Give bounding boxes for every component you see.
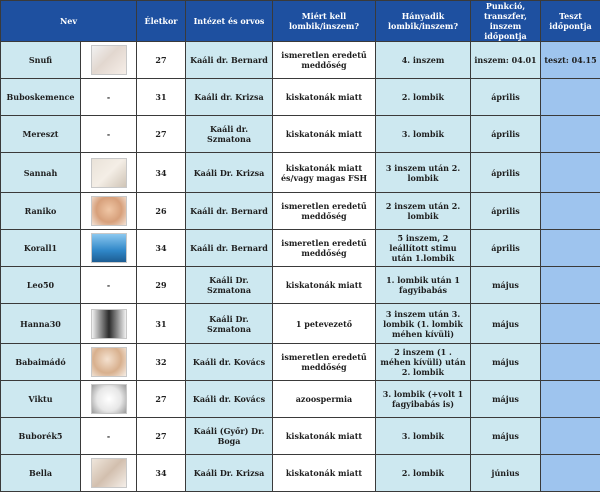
reason-cell: ismeretlen eredetű meddőség xyxy=(273,193,376,230)
age-cell: 34 xyxy=(137,455,186,492)
which-cell: 4. inszem xyxy=(376,42,471,79)
reason-cell: kiskatonák miatt xyxy=(273,267,376,304)
age-cell: 27 xyxy=(137,381,186,418)
name-cell: Hanna30 xyxy=(1,304,81,344)
name-cell: Leo50 xyxy=(1,267,81,304)
which-cell: 3. lombik xyxy=(376,116,471,153)
which-cell: 3 inszem után 3. lombik (1. lombik méhen kívüli) xyxy=(376,304,471,344)
doctor-cell: Kaáli dr. Krizsa xyxy=(186,79,273,116)
reason-cell: kiskatonák miatt xyxy=(273,116,376,153)
doctor-cell: Kaáli dr. Bernard xyxy=(186,230,273,267)
reason-cell: kiskatonák miatt xyxy=(273,79,376,116)
reason-cell: ismeretlen eredetű meddőség xyxy=(273,230,376,267)
test-cell xyxy=(541,304,600,344)
test-cell xyxy=(541,193,600,230)
avatar-cell: - xyxy=(81,79,137,116)
doctor-cell: Kaáli Dr. Szmatona xyxy=(186,304,273,344)
avatar-cell xyxy=(81,193,137,230)
panda-photo-icon xyxy=(91,384,127,414)
header-hanyadik: Hányadik lombik/inszem? xyxy=(376,1,471,42)
age-cell: 27 xyxy=(137,42,186,79)
reason-cell: kiskatonák miatt xyxy=(273,418,376,455)
table-row xyxy=(1,455,600,492)
table-row xyxy=(1,153,600,193)
date-cell: május xyxy=(471,304,541,344)
which-cell: 2 inszem (1 . méhen kívüli) után 2. lombik xyxy=(376,344,471,381)
header-miert: Miért kell lombik/inszem? xyxy=(273,1,376,42)
table-row xyxy=(1,267,600,304)
date-cell: április xyxy=(471,230,541,267)
reason-cell: azoospermia xyxy=(273,381,376,418)
test-cell xyxy=(541,455,600,492)
test-cell xyxy=(541,344,600,381)
doctor-cell: Kaáli (Győr) Dr. Boga xyxy=(186,418,273,455)
age-cell: 27 xyxy=(137,116,186,153)
age-cell: 29 xyxy=(137,267,186,304)
date-cell: április xyxy=(471,116,541,153)
test-cell xyxy=(541,267,600,304)
which-cell: 5 inszem, 2 leállított stimu után 1.lombik xyxy=(376,230,471,267)
name-cell: Viktu xyxy=(1,381,81,418)
avatar-cell xyxy=(81,455,137,492)
avatar-cell: - xyxy=(81,418,137,455)
test-cell xyxy=(541,381,600,418)
table-row xyxy=(1,42,600,79)
name-cell: Sannah xyxy=(1,153,81,193)
name-cell: Bella xyxy=(1,455,81,492)
test-cell: teszt: 04.15 xyxy=(541,42,600,79)
table-row xyxy=(1,116,600,153)
header-idopont: Punkció, transzfer, inszem időpontja xyxy=(471,1,541,42)
header-intezet: Intézet és orvos xyxy=(186,1,273,42)
date-cell: április xyxy=(471,153,541,193)
avatar-cell: - xyxy=(81,267,137,304)
doctor-cell: Kaáli dr. Bernard xyxy=(186,193,273,230)
dolphin-photo-icon xyxy=(91,233,127,263)
avatar-cell xyxy=(81,42,137,79)
avatar-cell xyxy=(81,344,137,381)
avatar-cell xyxy=(81,153,137,193)
header-row xyxy=(1,1,600,42)
which-cell: 3. lombik xyxy=(376,418,471,455)
test-cell xyxy=(541,116,600,153)
dog-photo-icon xyxy=(91,158,127,188)
avatar-cell xyxy=(81,304,137,344)
doctor-cell: Kaáli dr. Bernard xyxy=(186,42,273,79)
age-cell: 26 xyxy=(137,193,186,230)
name-cell: Snufi xyxy=(1,42,81,79)
test-cell xyxy=(541,230,600,267)
age-cell: 34 xyxy=(137,153,186,193)
which-cell: 2 inszem után 2. lombik xyxy=(376,193,471,230)
kid-photo-icon xyxy=(91,347,127,377)
doctor-cell: Kaáli dr. Kovács xyxy=(186,381,273,418)
avatar-cell xyxy=(81,381,137,418)
table-row xyxy=(1,304,600,344)
table-row xyxy=(1,79,600,116)
name-cell: Korall1 xyxy=(1,230,81,267)
avatar-cell xyxy=(81,230,137,267)
doctor-cell: Kaáli Dr. Szmatona xyxy=(186,267,273,304)
portrait-photo-icon xyxy=(91,309,127,339)
which-cell: 2. lombik xyxy=(376,455,471,492)
age-cell: 31 xyxy=(137,79,186,116)
date-cell: május xyxy=(471,344,541,381)
reason-cell: ismeretlen eredetű meddőség xyxy=(273,344,376,381)
test-cell xyxy=(541,418,600,455)
table-row xyxy=(1,193,600,230)
doctor-cell: Kaáli dr. Kovács xyxy=(186,344,273,381)
date-cell: június xyxy=(471,455,541,492)
name-cell: Buborék5 xyxy=(1,418,81,455)
doctor-cell: Kaáli Dr. Krizsa xyxy=(186,455,273,492)
which-cell: 1. lombik után 1 fagyibabás xyxy=(376,267,471,304)
date-cell: május xyxy=(471,381,541,418)
date-cell: május xyxy=(471,267,541,304)
reason-cell: kiskatonák miatt és/vagy magas FSH xyxy=(273,153,376,193)
table-row xyxy=(1,230,600,267)
name-cell: Mereszt xyxy=(1,116,81,153)
header-eletkor: Életkor xyxy=(137,1,186,42)
test-cell xyxy=(541,79,600,116)
name-cell: Raniko xyxy=(1,193,81,230)
name-cell: Babaimádó xyxy=(1,344,81,381)
baby-photo-icon xyxy=(91,45,127,75)
name-cell: Buboskemence xyxy=(1,79,81,116)
header-teszt: Teszt időpontja xyxy=(541,1,600,42)
avatar-cell: - xyxy=(81,116,137,153)
table-row xyxy=(1,418,600,455)
date-cell: május xyxy=(471,418,541,455)
date-cell: inszem: 04.01 xyxy=(471,42,541,79)
doctor-cell: Kaáli Dr. Krizsa xyxy=(186,153,273,193)
which-cell: 3 inszem után 2. lombik xyxy=(376,153,471,193)
face-photo-icon xyxy=(91,196,127,226)
reason-cell: kiskatonák miatt xyxy=(273,455,376,492)
date-cell: április xyxy=(471,79,541,116)
date-cell: április xyxy=(471,193,541,230)
table-row xyxy=(1,344,600,381)
reason-cell: ismeretlen eredetű meddőség xyxy=(273,42,376,79)
age-cell: 27 xyxy=(137,418,186,455)
pet-photo-icon xyxy=(91,458,127,488)
reason-cell: 1 petevezető xyxy=(273,304,376,344)
age-cell: 31 xyxy=(137,304,186,344)
table-row xyxy=(1,381,600,418)
age-cell: 34 xyxy=(137,230,186,267)
age-cell: 32 xyxy=(137,344,186,381)
test-cell xyxy=(541,153,600,193)
which-cell: 3. lombik (+volt 1 fagyibabás is) xyxy=(376,381,471,418)
doctor-cell: Kaáli dr. Szmatona xyxy=(186,116,273,153)
header-nev: Nev xyxy=(1,1,137,42)
which-cell: 2. lombik xyxy=(376,79,471,116)
